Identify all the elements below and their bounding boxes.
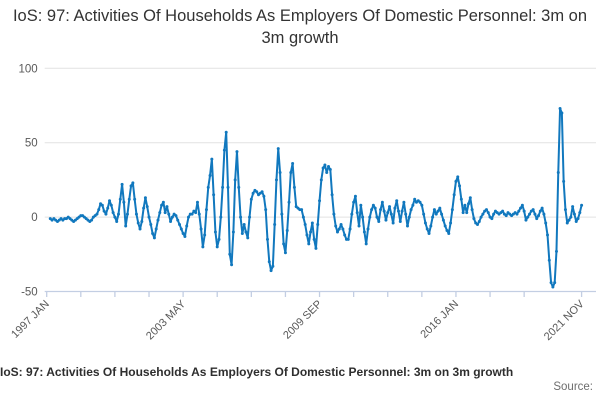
data-point (568, 219, 571, 222)
data-point (577, 217, 580, 220)
data-point (126, 213, 129, 216)
data-point (551, 286, 554, 289)
data-point (174, 214, 177, 217)
data-point (471, 208, 474, 211)
data-point (505, 214, 508, 217)
data-point (447, 232, 450, 235)
data-point (397, 210, 400, 213)
data-point (279, 171, 282, 174)
data-point (532, 208, 535, 211)
data-point (550, 281, 553, 284)
data-point (101, 204, 104, 207)
data-point (419, 201, 422, 204)
data-point (478, 220, 481, 223)
data-point (440, 213, 443, 216)
data-point (112, 211, 115, 214)
chart-title: IoS: 97: Activities Of Households As Employers Of Domestic Personnel: 3m on 3m growth (12, 7, 588, 47)
data-series (49, 107, 583, 289)
data-point (108, 199, 111, 202)
data-point (219, 216, 222, 219)
data-point (122, 201, 125, 204)
data-point (165, 205, 168, 208)
data-point (316, 223, 319, 226)
data-point (97, 208, 100, 211)
data-point (539, 210, 542, 213)
data-point (472, 217, 475, 220)
y-tick-label: 50 (24, 137, 38, 150)
data-point (160, 204, 163, 207)
data-point (318, 199, 321, 202)
data-point (469, 196, 472, 199)
data-point (266, 238, 269, 241)
data-point (191, 213, 194, 216)
source-label: Source: (553, 381, 593, 393)
data-line (50, 108, 581, 287)
data-point (402, 201, 405, 204)
data-point (386, 211, 389, 214)
data-point (90, 219, 93, 222)
data-point (121, 183, 124, 186)
data-point (334, 225, 337, 228)
data-point (271, 265, 274, 268)
data-point (411, 204, 414, 207)
data-point (374, 207, 377, 210)
data-point (331, 193, 334, 196)
data-point (569, 216, 572, 219)
data-point (322, 167, 325, 170)
data-point (384, 219, 387, 222)
data-point (399, 220, 402, 223)
data-point (106, 207, 109, 210)
data-point (302, 216, 305, 219)
data-point (358, 225, 361, 228)
data-point (210, 158, 213, 161)
data-point (560, 111, 563, 114)
data-point (431, 216, 434, 219)
data-point (244, 230, 247, 233)
data-point (519, 207, 522, 210)
x-tick-label: 2016 JAN (418, 298, 462, 341)
data-point (365, 242, 368, 245)
data-point (456, 175, 459, 178)
data-point (349, 228, 352, 231)
data-point (151, 232, 154, 235)
data-point (325, 171, 328, 174)
data-point (372, 204, 375, 207)
data-point (533, 213, 536, 216)
data-point (453, 193, 456, 196)
data-point (480, 216, 483, 219)
data-point (350, 213, 353, 216)
data-point (444, 225, 447, 228)
data-point (198, 213, 201, 216)
data-point (541, 207, 544, 210)
data-point (113, 216, 116, 219)
data-point (182, 232, 185, 235)
data-point (167, 213, 170, 216)
data-point (232, 230, 235, 233)
data-point (124, 225, 127, 228)
data-point (356, 211, 359, 214)
data-point (363, 230, 366, 233)
data-point (226, 186, 229, 189)
data-point (268, 260, 271, 263)
data-point (526, 216, 529, 219)
y-tick-labels (19, 63, 38, 298)
data-point (395, 199, 398, 202)
data-point (467, 202, 470, 205)
data-point (140, 220, 143, 223)
data-point (564, 208, 567, 211)
y-tick-label: 0 (31, 212, 38, 225)
data-point (149, 223, 152, 226)
data-point (393, 207, 396, 210)
footer-title: IoS: 97: Activities Of Households As Employers Of Domestic Personnel: 3m on 3m growth (0, 365, 514, 379)
x-axis (45, 292, 596, 298)
data-point (248, 216, 251, 219)
data-point (139, 228, 142, 231)
data-point (458, 184, 461, 187)
data-point (336, 230, 339, 233)
data-point (544, 222, 547, 225)
data-point (264, 208, 267, 211)
data-point (225, 131, 228, 134)
data-point (354, 195, 357, 198)
data-point (435, 213, 438, 216)
data-point (162, 201, 165, 204)
data-point (117, 213, 120, 216)
x-tick-label: 1997 JAN (9, 298, 52, 341)
x-tick-label: 2009 SEP (281, 298, 325, 342)
data-point (201, 245, 204, 248)
data-point (284, 251, 287, 254)
data-point (388, 205, 391, 208)
data-point (194, 211, 197, 214)
data-point (230, 263, 233, 266)
data-point (241, 232, 244, 235)
data-point (410, 208, 413, 211)
data-point (270, 269, 273, 272)
data-point (252, 192, 255, 195)
data-point (537, 214, 540, 217)
data-point (521, 204, 524, 207)
data-point (566, 222, 569, 225)
data-point (575, 220, 578, 223)
data-point (451, 208, 454, 211)
data-point (146, 205, 149, 208)
data-point (246, 236, 249, 239)
data-point (207, 186, 210, 189)
data-point (205, 208, 208, 211)
data-point (332, 213, 335, 216)
data-point (580, 204, 583, 207)
x-tick-labels (9, 298, 587, 343)
data-point (314, 247, 317, 250)
data-point (535, 217, 538, 220)
data-point (169, 220, 172, 223)
data-point (361, 216, 364, 219)
data-point (212, 193, 215, 196)
data-point (142, 207, 145, 210)
data-point (130, 184, 133, 187)
data-point (377, 220, 380, 223)
data-point (460, 198, 463, 201)
data-point (401, 210, 404, 213)
data-point (408, 216, 411, 219)
data-point (454, 180, 457, 183)
data-point (164, 211, 167, 214)
data-point (429, 225, 432, 228)
x-tick-label: 2003 MAY (144, 298, 189, 343)
data-point (144, 196, 147, 199)
data-point (404, 213, 407, 216)
data-point (128, 198, 131, 201)
data-point (462, 211, 465, 214)
data-point (485, 208, 488, 211)
data-point (115, 220, 118, 223)
data-point (573, 213, 576, 216)
data-point (445, 229, 448, 232)
data-point (548, 259, 551, 262)
data-point (413, 198, 416, 201)
data-point (515, 213, 518, 216)
data-point (158, 211, 161, 214)
data-point (559, 107, 562, 110)
data-point (438, 207, 441, 210)
data-point (183, 235, 186, 238)
data-point (200, 228, 203, 231)
data-point (381, 201, 384, 204)
data-point (187, 216, 190, 219)
data-point (235, 150, 238, 153)
data-point (340, 223, 343, 226)
data-point (289, 171, 292, 174)
data-point (517, 210, 520, 213)
y-tick-label: 100 (18, 63, 38, 76)
data-point (250, 198, 253, 201)
data-point (553, 281, 556, 284)
data-point (420, 204, 423, 207)
data-point (465, 211, 468, 214)
data-point (557, 171, 560, 174)
data-point (442, 219, 445, 222)
data-point (275, 178, 278, 181)
data-point (524, 219, 527, 222)
data-point (273, 223, 276, 226)
data-point (571, 205, 574, 208)
data-point (280, 213, 283, 216)
data-point (148, 216, 151, 219)
data-point (379, 208, 382, 211)
data-point (359, 204, 362, 207)
data-point (578, 211, 581, 214)
data-point (309, 230, 312, 233)
data-point (133, 198, 136, 201)
data-point (171, 216, 174, 219)
data-point (476, 223, 479, 226)
data-point (392, 222, 395, 225)
data-point (528, 213, 531, 216)
data-point (383, 210, 386, 213)
data-point (214, 230, 217, 233)
data-point (104, 213, 107, 216)
data-point (218, 238, 221, 241)
data-point (155, 228, 158, 231)
data-point (329, 168, 332, 171)
data-point (95, 213, 98, 216)
data-point (424, 222, 427, 225)
data-point (305, 233, 308, 236)
data-point (311, 222, 314, 225)
data-point (449, 222, 452, 225)
data-point (426, 228, 429, 231)
data-point (293, 186, 296, 189)
data-point (288, 201, 291, 204)
data-point (153, 236, 156, 239)
data-point (239, 216, 242, 219)
data-point (490, 217, 493, 220)
data-point (542, 213, 545, 216)
data-point (180, 228, 183, 231)
data-point (119, 198, 122, 201)
data-point (300, 208, 303, 211)
data-point (304, 223, 307, 226)
data-point (323, 164, 326, 167)
data-point (209, 174, 212, 177)
data-point (368, 216, 371, 219)
data-point (286, 229, 289, 232)
data-point (221, 186, 224, 189)
data-point (463, 204, 466, 207)
data-point (203, 233, 206, 236)
data-point (523, 210, 526, 213)
data-point (307, 242, 310, 245)
y-tick-label: -50 (21, 286, 38, 299)
data-point (338, 228, 341, 231)
data-point (216, 245, 219, 248)
data-point (234, 178, 237, 181)
data-point (196, 201, 199, 204)
data-point (103, 210, 106, 213)
data-point (370, 208, 373, 211)
data-point (243, 223, 246, 226)
data-point (546, 233, 549, 236)
data-point (406, 225, 409, 228)
data-point (481, 213, 484, 216)
data-point (367, 228, 370, 231)
data-point (228, 253, 231, 256)
data-point (343, 233, 346, 236)
data-point (320, 178, 323, 181)
data-point (327, 165, 330, 168)
data-point (178, 223, 181, 226)
data-point (390, 213, 393, 216)
data-point (352, 201, 355, 204)
data-point (428, 232, 431, 235)
data-point (313, 238, 316, 241)
data-point (110, 204, 113, 207)
data-point (375, 216, 378, 219)
data-point (135, 213, 138, 216)
data-point (223, 149, 226, 152)
data-point (131, 181, 134, 184)
data-point (347, 238, 350, 241)
data-point (437, 210, 440, 213)
data-point (422, 213, 425, 216)
data-point (501, 210, 504, 213)
x-tick-label: 2021 NOV (541, 298, 587, 343)
data-point (156, 219, 159, 222)
data-point (185, 225, 188, 228)
data-point (291, 162, 294, 165)
data-point (176, 219, 179, 222)
data-point (255, 190, 258, 193)
data-point (137, 222, 140, 225)
data-point (341, 228, 344, 231)
data-point (487, 211, 490, 214)
data-point (562, 180, 565, 183)
data-point (237, 186, 240, 189)
data-point (555, 250, 558, 253)
data-point (492, 213, 495, 216)
data-point (277, 147, 280, 150)
data-point (282, 242, 285, 245)
data-point (261, 190, 264, 193)
data-point (262, 195, 265, 198)
data-point (433, 208, 436, 211)
